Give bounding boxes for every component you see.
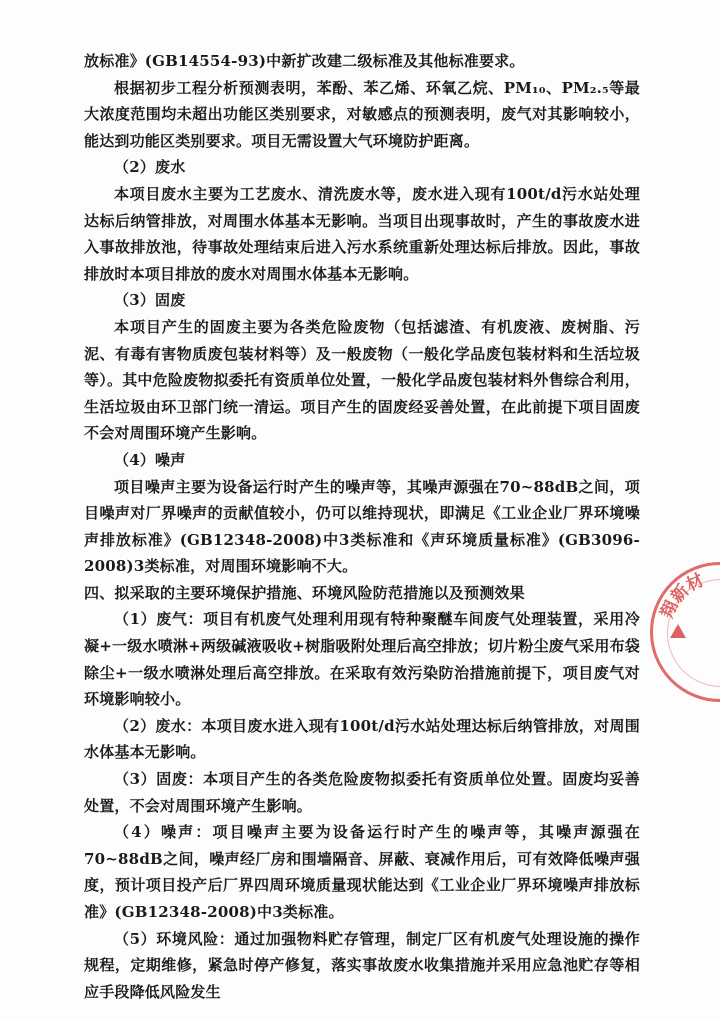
measure-exhaust: （1）废气：项目有机废气处理利用现有特种聚醚车间废气处理装置，采用冷凝+一级水喷淋+两级碱液吸收+树脂吸附处理后高空排放；切片粉尘废气采用布袋除尘+一级水喷淋处理后高空排放。在采取有效污染防治措施前提下，项目废气对环境影响较小。 (84, 610, 640, 709)
paragraph-continuation: 放标准》(GB14554-93)中新扩改建二级标准及其他标准要求。 (84, 52, 525, 70)
measure-wastewater: （2）废水：本项目废水进入现有100t/d污水站处理达标后纳管排放，对周围水体基本无影响。 (84, 716, 640, 762)
measure-noise: （4）噪声：项目噪声主要为设备运行时产生的噪声等，其噪声源强在70~88dB之间，噪声经厂房和围墙隔音、屏蔽、衰减作用后，可有效降低噪声强度，预计项目投产后厂界四周环境质量现状能达到《工业企业厂界环境噪声排放标准》(GB12348-2008)中3类标准。 (84, 823, 640, 921)
document-body (84, 48, 640, 1005)
section-heading-measures: 四、拟采取的主要环境保护措施、环境风险防范措施以及预测效果 (84, 583, 525, 602)
measure-environmental-risk: （5）环境风险：通过加强物料贮存管理，制定厂区有机废气处理设施的操作规程，定期维修，紧急时停产修复，落实事故废水收集措施并采用应急池贮存等相应手段降低风险发生 (84, 929, 640, 1001)
paragraph-wastewater: 本项目废水主要为工艺废水、清洗废水等，废水进入现有100t/d污水站处理达标后纳管排放，对周围水体基本无影响。当项目出现事故时，产生的事故废水进入事故排放池，待事故处理结束后进入污水系统重新处理达标后排放。因此，事故排放时本项目排放的废水对周围水体基本无影响。 (84, 184, 640, 283)
seal-graphic (650, 562, 720, 702)
paragraph-air-prediction: 根据初步工程分析预测表明，苯酚、苯乙烯、环氧乙烷、PM₁₀、PM₂.₅等最大浓度范围均未超出功能区类别要求，对敏感点的预测表明，废气对其影响较小，能达到功能区类别要求。项目无需设置大气环境防护距离。 (84, 78, 640, 150)
subheading-noise: （4）噪声 (114, 450, 186, 469)
measure-solid-waste: （3）固废：本项目产生的各类危险废物拟委托有资质单位处置。固废均妥善处置，不会对周围环境产生影响。 (84, 770, 640, 815)
seal-star-icon (670, 624, 686, 638)
subheading-solid-waste: （3）固废 (114, 291, 186, 310)
paragraph-noise: 项目噪声主要为设备运行时产生的噪声等，其噪声源强在70~88dB之间，项目噪声对厂界噪声的贡献值较小，仍可以维持现状，即满足《工业企业厂界环境噪声排放标准》(GB12348-2008)中3类标准和《声环境质量标准》(GB3096-2008)3类标准，对周围环境影响不大。 (84, 477, 640, 576)
red-seal-stamp (650, 562, 720, 702)
subheading-wastewater: （2）废水 (114, 158, 186, 177)
paragraph-solid-waste: 本项目产生的固废主要为各类危险废物（包括滤渣、有机废液、废树脂、污泥、有毒有害物质废包装材料等）及一般废物（一般化学品废包装材料和生活垃圾等）。其中危险废物拟委托有资质单位处置，一般化学品废包装材料外售综合利用，生活垃圾由环卫部门统一清运。项目产生的固废经妥善处置，在此前提下项目固废不会对周围环境产生影响。 (84, 317, 640, 443)
svg-text:翔新材: 翔新材 (657, 570, 708, 622)
